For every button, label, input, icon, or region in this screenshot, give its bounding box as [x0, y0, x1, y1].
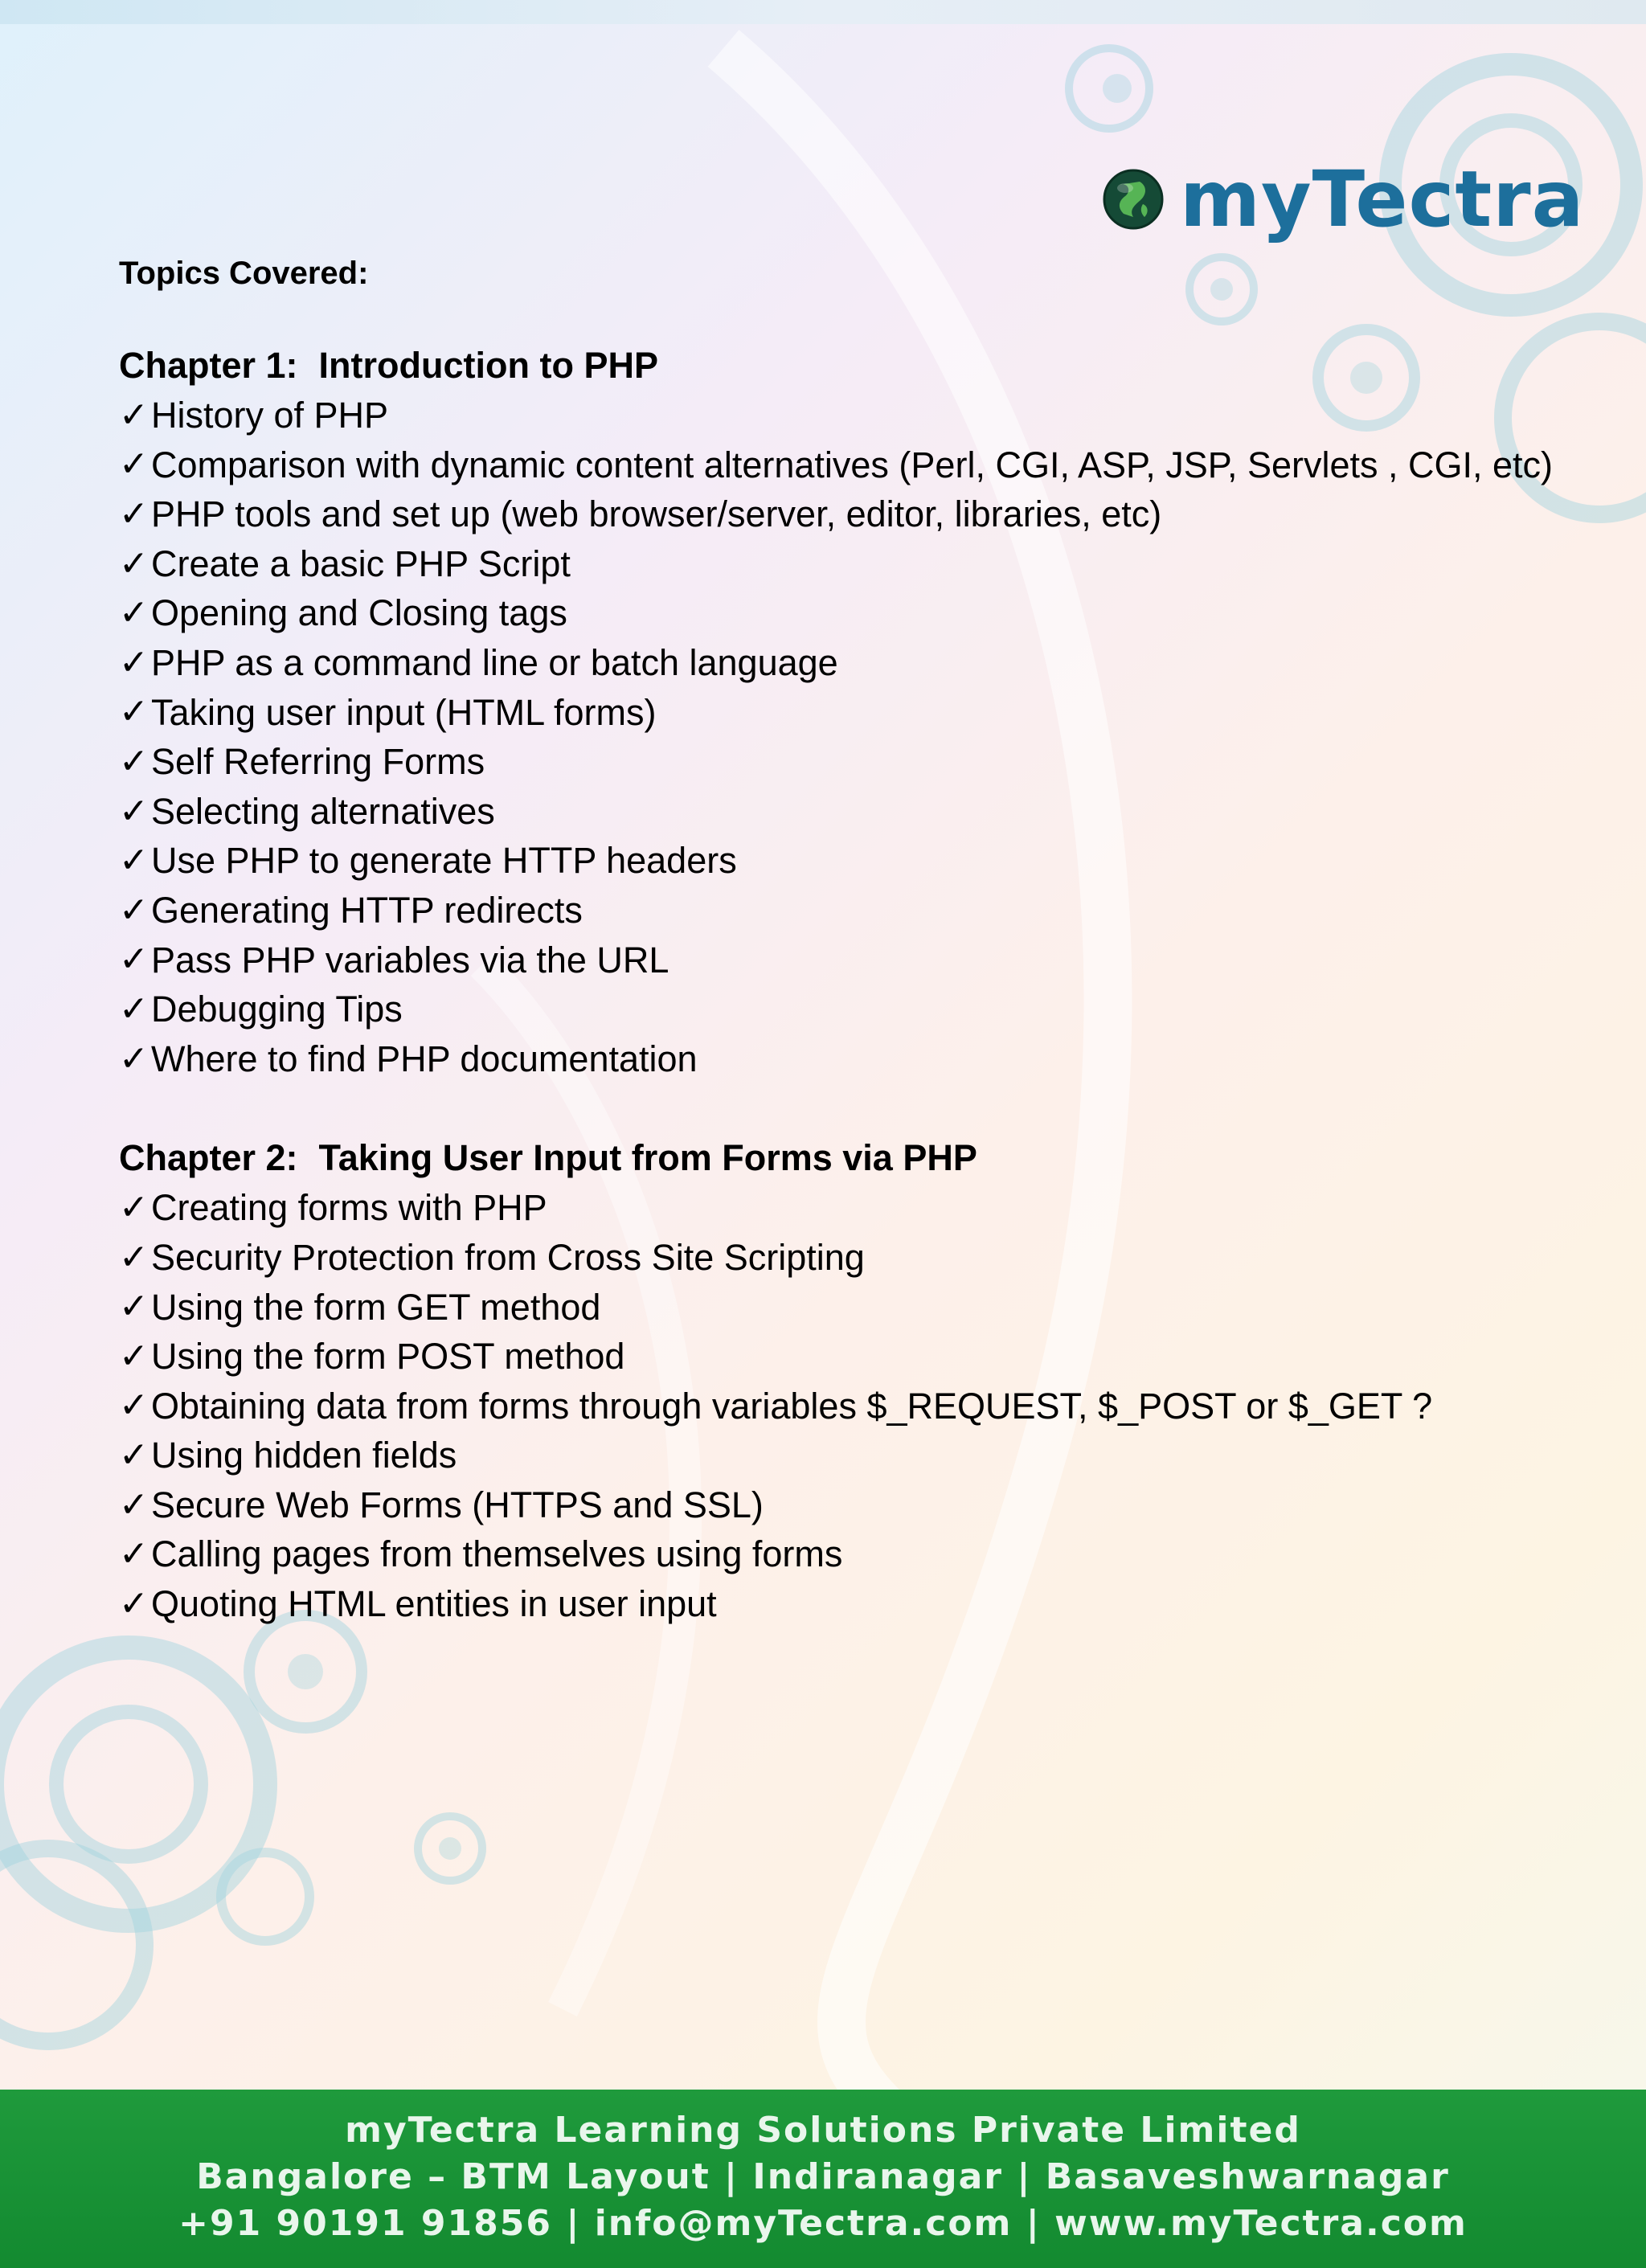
list-item-text: PHP tools and set up (web browser/server, editor, libraries, etc): [151, 493, 1162, 535]
list-item: [119, 489, 1614, 539]
list-item: [119, 1233, 1614, 1283]
list-item: [119, 737, 1614, 787]
list-item: [119, 1480, 1614, 1530]
checkmark-icon: ✓: [119, 394, 149, 436]
chapter-2: [119, 1133, 1614, 1628]
top-strip: [0, 0, 1646, 24]
checkmark-icon: ✓: [119, 493, 149, 534]
checkmark-icon: ✓: [119, 790, 149, 832]
list-item: [119, 1529, 1614, 1579]
list-item-text: Create a basic PHP Script: [151, 542, 571, 584]
list-item-text: Use PHP to generate HTTP headers: [151, 840, 737, 882]
checkmark-icon: ✓: [119, 691, 149, 733]
chapter-title: Taking User Input from Forms via PHP: [318, 1137, 977, 1179]
list-item: [119, 1183, 1614, 1233]
list-item-text: Where to find PHP documentation: [151, 1038, 698, 1079]
topic-list: [119, 1183, 1614, 1628]
checkmark-icon: ✓: [119, 1236, 149, 1278]
footer-banner: [0, 2090, 1646, 2268]
list-item-text: Debugging Tips: [151, 989, 403, 1030]
checkmark-icon: ✓: [119, 889, 149, 931]
list-item: [119, 1382, 1614, 1431]
chapter-heading: [119, 341, 1614, 391]
list-item: [119, 539, 1614, 589]
list-item: [119, 1431, 1614, 1480]
list-item: [119, 1283, 1614, 1333]
list-item-text: Selecting alternatives: [151, 790, 495, 832]
checkmark-icon: ✓: [119, 1335, 149, 1377]
list-item: [119, 1332, 1614, 1382]
list-item-text: Calling pages from themselves using forms: [151, 1533, 843, 1575]
chapter-number: Chapter 1:: [119, 345, 298, 386]
list-item: [119, 985, 1614, 1034]
chapter-1: [119, 341, 1614, 1083]
list-item-text: Quoting HTML entities in user input: [151, 1583, 717, 1625]
list-item: [119, 836, 1614, 886]
list-item-text: Security Protection from Cross Site Scripting: [151, 1236, 865, 1278]
checkmark-icon: ✓: [119, 740, 149, 782]
checkmark-icon: ✓: [119, 840, 149, 882]
footer-company: myTectra Learning Solutions Private Limited: [345, 2110, 1301, 2151]
list-item-text: Creating forms with PHP: [151, 1187, 547, 1229]
checkmark-icon: ✓: [119, 1582, 149, 1624]
list-item: [119, 935, 1614, 985]
checkmark-icon: ✓: [119, 1435, 149, 1476]
logo-wordmark: myTectra: [1180, 154, 1585, 244]
chapter-number: Chapter 2:: [119, 1137, 298, 1179]
topic-list: [119, 391, 1614, 1083]
checkmark-icon: ✓: [119, 939, 149, 980]
list-item-text: Opening and Closing tags: [151, 592, 567, 634]
list-item-text: Using hidden fields: [151, 1435, 457, 1476]
list-item: [119, 688, 1614, 738]
list-item-text: Secure Web Forms (HTTPS and SSL): [151, 1484, 764, 1525]
checkmark-icon: ✓: [119, 1484, 149, 1525]
checkmark-icon: ✓: [119, 592, 149, 634]
checkmark-icon: ✓: [119, 1187, 149, 1229]
globe-icon: [1101, 167, 1165, 231]
list-item-text: PHP as a command line or batch language: [151, 641, 838, 683]
list-item-text: Taking user input (HTML forms): [151, 691, 657, 733]
mytectra-logo: [1101, 154, 1585, 244]
list-item: [119, 886, 1614, 935]
checkmark-icon: ✓: [119, 444, 149, 485]
checkmark-icon: ✓: [119, 1533, 149, 1575]
topics-heading: Topics Covered:: [119, 256, 369, 291]
checkmark-icon: ✓: [119, 1038, 149, 1079]
topics-content: [119, 251, 1614, 1629]
list-item-text: Obtaining data from forms through variables $_REQUEST, $_POST or $_GET ?: [151, 1385, 1433, 1427]
list-item: [119, 1579, 1614, 1629]
list-item-text: Using the form POST method: [151, 1336, 625, 1378]
list-item: [119, 1034, 1614, 1084]
chapter-heading: [119, 1133, 1614, 1183]
checkmark-icon: ✓: [119, 542, 149, 584]
list-item-text: Self Referring Forms: [151, 741, 485, 783]
chapter-title: Introduction to PHP: [318, 345, 658, 386]
list-item: [119, 588, 1614, 638]
list-item-text: Pass PHP variables via the URL: [151, 939, 669, 980]
list-item-text: Generating HTTP redirects: [151, 889, 583, 931]
checkmark-icon: ✓: [119, 641, 149, 683]
list-item-text: Using the form GET method: [151, 1286, 601, 1328]
list-item: [119, 787, 1614, 837]
checkmark-icon: ✓: [119, 1385, 149, 1427]
list-item: [119, 638, 1614, 688]
footer-contact: +91 90191 91856 | info@myTectra.com | www.myTectra.com: [178, 2203, 1468, 2244]
list-item: [119, 391, 1614, 440]
checkmark-icon: ✓: [119, 1286, 149, 1328]
list-item-text: Comparison with dynamic content alternatives (Perl, CGI, ASP, JSP, Servlets , CGI, etc): [151, 444, 1554, 485]
list-item: [119, 440, 1614, 490]
footer-locations: Bangalore – BTM Layout | Indiranagar | Basaveshwarnagar: [196, 2156, 1450, 2197]
list-item-text: History of PHP: [151, 395, 389, 436]
checkmark-icon: ✓: [119, 988, 149, 1030]
